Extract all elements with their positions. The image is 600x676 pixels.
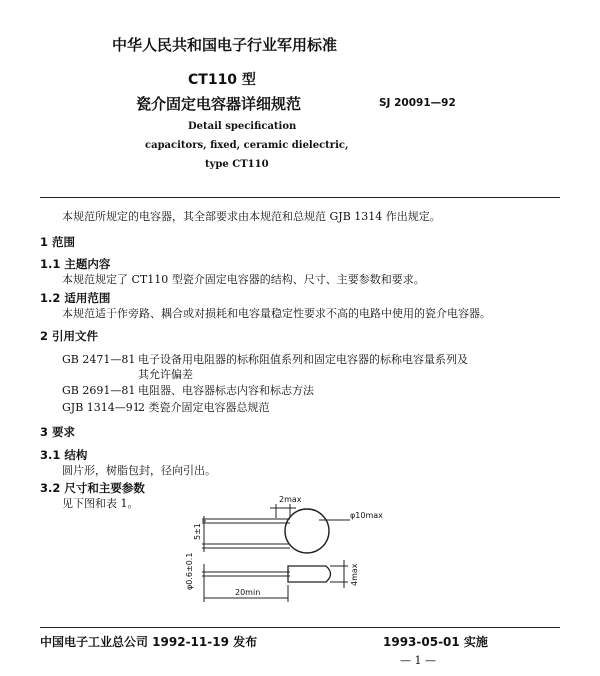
dim-length-label: 20min: [235, 588, 261, 597]
ref-title: 电阻器、电容器标志内容和标志方法: [138, 384, 314, 397]
ref-title: 2 类瓷介固定电容器总规范: [138, 401, 270, 414]
org-title: 中华人民共和国电子行业军用标准: [112, 36, 338, 54]
standard-number: SJ 20091—92: [379, 97, 456, 109]
section-3-1-text: 圆片形，树脂包封，径向引出。: [62, 464, 216, 477]
section-1-heading: 1 范围: [40, 235, 76, 249]
dim-thickness-label: 4max: [350, 563, 359, 586]
ref-code: GB 2471—81: [62, 353, 136, 366]
capacitor-disc-body: [285, 509, 329, 553]
section-3-heading: 3 要求: [40, 425, 76, 439]
page-title: 瓷介固定电容器详细规范: [136, 95, 302, 113]
section-1-2-text: 本规范适于作旁路、耦合或对损耗和电容量稳定性要求不高的电路中使用的瓷介电容器。: [62, 307, 491, 320]
section-3-2-heading: 3.2 尺寸和主要参数: [40, 481, 145, 495]
ref-code: GB 2691—81: [62, 384, 136, 397]
footer-divider: [40, 627, 560, 628]
section-1-1-heading: 1.1 主题内容: [40, 257, 111, 271]
capacitor-side-body: [288, 566, 331, 582]
english-title-line-1: Detail specification: [188, 121, 297, 132]
dim-lead-label: φ0.6±0.1: [185, 552, 194, 590]
model-title: CT110 型: [188, 72, 256, 88]
ref-title-continued: 其允许偏差: [138, 368, 193, 381]
section-1-2-heading: 1.2 适用范围: [40, 291, 111, 305]
section-3-1-heading: 3.1 结构: [40, 448, 88, 462]
dim-top-label: 2max: [279, 495, 302, 504]
capacitor-dimension-drawing: [180, 490, 390, 615]
section-2-heading: 2 引用文件: [40, 329, 99, 343]
english-title-line-2: capacitors, fixed, ceramic dielectric,: [145, 140, 349, 151]
intro-paragraph: 本规范所规定的电容器，其全部要求由本规范和总规范 GJB 1314 作出规定。: [62, 210, 441, 223]
dim-pitch-label: 5±1: [193, 523, 202, 540]
ref-title: 电子设备用电阻器的标称阻值系列和固定电容器的标称电容量系列及: [138, 353, 468, 366]
page-number: — 1 —: [400, 654, 436, 667]
effective-date: 1993-05-01 实施: [383, 635, 488, 649]
dim-diameter-label: φ10max: [350, 511, 383, 520]
section-1-1-text: 本规范规定了 CT110 型瓷介固定电容器的结构、尺寸、主要参数和要求。: [62, 273, 425, 286]
section-3-2-text: 见下图和表 1。: [62, 497, 139, 510]
english-title-line-3: type CT110: [205, 159, 269, 170]
ref-code: GJB 1314—91: [62, 401, 140, 414]
header-divider: [40, 197, 560, 198]
publish-info: 中国电子工业总公司 1992-11-19 发布: [40, 635, 258, 649]
